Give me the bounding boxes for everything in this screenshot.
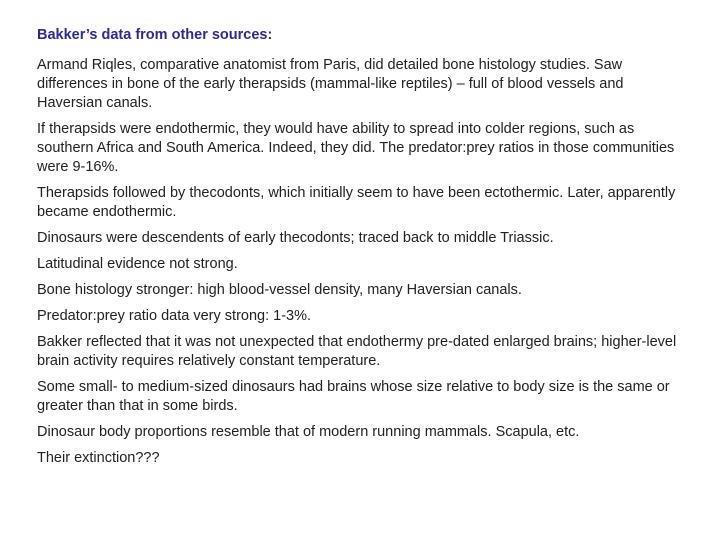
paragraph-latitudinal: Latitudinal evidence not strong. (37, 256, 238, 272)
paragraph-riqles: Armand Riqles, comparative anatomist from Paris, did detailed bone histology studies. Saw differences in bone of the early therapsids (mammal-like reptiles) – full of blood vessels and Haversian canals. (37, 57, 624, 111)
slide-title: Bakker’s data from other sources: (37, 27, 273, 43)
paragraph-bone-histology: Bone histology stronger: high blood-vessel density, many Haversian canals. (37, 282, 522, 298)
paragraph-endothermy-brains: Bakker reflected that it was not unexpected that endothermy pre-dated enlarged brains; higher-level brain activity requires relatively constant temperature. (37, 334, 677, 369)
paragraph-brain-size: Some small- to medium-sized dinosaurs had brains whose size relative to body size is the same or greater than that in some birds. (37, 379, 670, 414)
paragraph-predator-prey: Predator:prey ratio data very strong: 1-3%. (37, 308, 312, 324)
paragraph-body-proportions: Dinosaur body proportions resemble that of modern running mammals. Scapula, etc. (37, 424, 580, 440)
paragraph-thecodonts: Therapsids followed by thecodonts, which initially seem to have been ectothermic. Later, apparently became endothermic. (37, 185, 676, 220)
paragraph-therapsids-endothermic: If therapsids were endothermic, they would have ability to spread into colder regions, such as southern Africa and South America. Indeed, they did. The predator:prey ratios in those communities were 9-16%. (37, 121, 675, 175)
paragraph-dinosaur-descent: Dinosaurs were descendents of early thecodonts; traced back to middle Triassic. (37, 230, 554, 246)
paragraph-extinction: Their extinction??? (37, 450, 160, 466)
